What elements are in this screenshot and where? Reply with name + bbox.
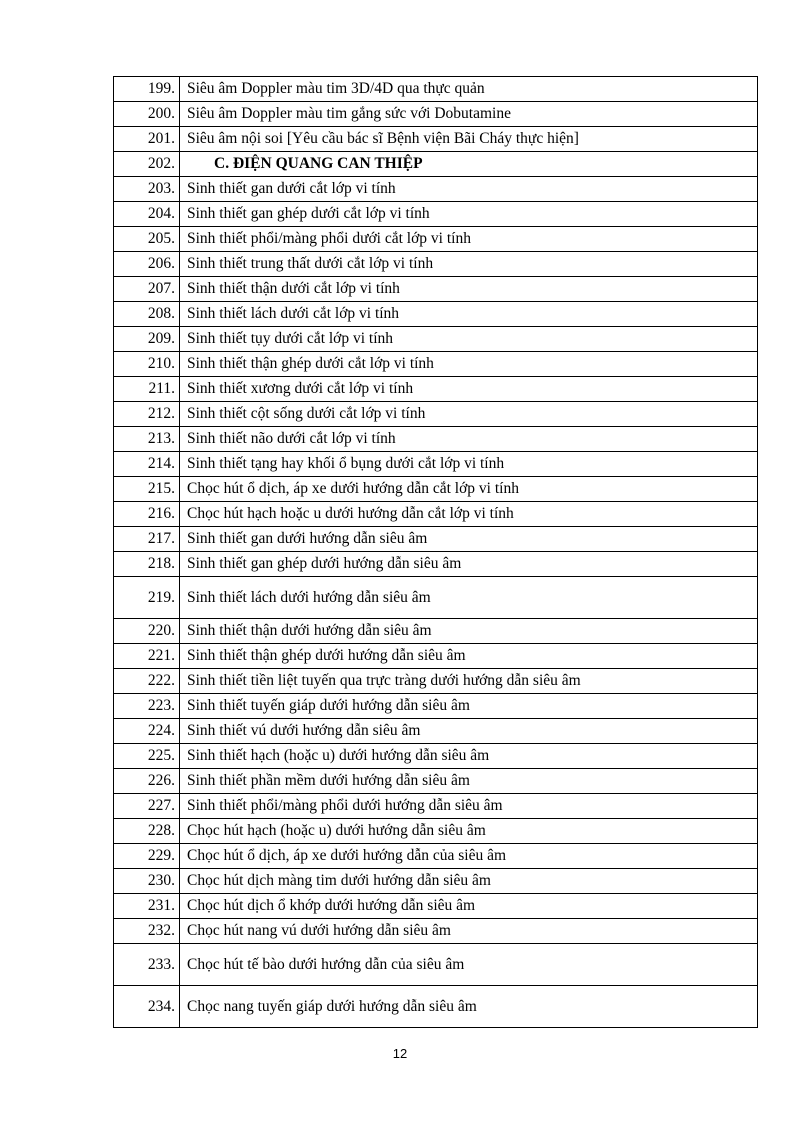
row-number-cell: 215. (114, 477, 180, 502)
row-number-cell: 204. (114, 202, 180, 227)
procedure-name-cell: Sinh thiết gan dưới cắt lớp vi tính (180, 177, 758, 202)
row-number-cell: 218. (114, 552, 180, 577)
row-number-cell: 222. (114, 669, 180, 694)
procedure-name-cell: Sinh thiết trung thất dưới cắt lớp vi tính (180, 252, 758, 277)
procedure-name-cell: Sinh thiết gan dưới hướng dẫn siêu âm (180, 527, 758, 552)
table-row (114, 694, 758, 719)
procedure-table-body (114, 77, 758, 1028)
row-number-cell: 227. (114, 794, 180, 819)
table-row (114, 719, 758, 744)
table-row (114, 527, 758, 552)
row-number-cell: 220. (114, 619, 180, 644)
table-row (114, 277, 758, 302)
table-row (114, 252, 758, 277)
row-number-cell: 212. (114, 402, 180, 427)
procedure-name-cell: Sinh thiết gan ghép dưới hướng dẫn siêu âm (180, 552, 758, 577)
table-row (114, 986, 758, 1028)
section-heading-cell: C. ĐIỆN QUANG CAN THIỆP (180, 152, 758, 177)
procedure-name-cell: Sinh thiết lách dưới cắt lớp vi tính (180, 302, 758, 327)
row-number-cell: 219. (114, 577, 180, 619)
procedure-name-cell: Sinh thiết tiền liệt tuyến qua trực tràng dưới hướng dẫn siêu âm (180, 669, 758, 694)
procedure-name-cell: Sinh thiết hạch (hoặc u) dưới hướng dẫn siêu âm (180, 744, 758, 769)
table-row (114, 744, 758, 769)
table-row (114, 377, 758, 402)
row-number-cell: 233. (114, 944, 180, 986)
procedure-name-cell: Sinh thiết thận ghép dưới cắt lớp vi tính (180, 352, 758, 377)
table-row (114, 619, 758, 644)
table-row (114, 327, 758, 352)
row-number-cell: 209. (114, 327, 180, 352)
procedure-name-cell: Chọc hút tế bào dưới hướng dẫn của siêu âm (180, 944, 758, 986)
row-number-cell: 203. (114, 177, 180, 202)
page-number: 12 (392, 1046, 408, 1061)
procedure-name-cell: Siêu âm Doppler màu tim gắng sức với Dobutamine (180, 102, 758, 127)
table-row (114, 944, 758, 986)
procedure-name-cell: Chọc hút hạch (hoặc u) dưới hướng dẫn siêu âm (180, 819, 758, 844)
table-row (114, 477, 758, 502)
table-row (114, 127, 758, 152)
procedure-name-cell: Siêu âm nội soi [Yêu cầu bác sĩ Bệnh viện Bãi Cháy thực hiện] (180, 127, 758, 152)
procedure-name-cell: Sinh thiết phần mềm dưới hướng dẫn siêu âm (180, 769, 758, 794)
table-row (114, 502, 758, 527)
procedure-name-cell: Sinh thiết gan ghép dưới cắt lớp vi tính (180, 202, 758, 227)
procedure-name-cell: Chọc hút ổ dịch, áp xe dưới hướng dẫn của siêu âm (180, 844, 758, 869)
table-row (114, 352, 758, 377)
procedure-name-cell: Sinh thiết tuyến giáp dưới hướng dẫn siêu âm (180, 694, 758, 719)
table-row (114, 102, 758, 127)
row-number-cell: 228. (114, 819, 180, 844)
row-number-cell: 205. (114, 227, 180, 252)
row-number-cell: 200. (114, 102, 180, 127)
table-row (114, 919, 758, 944)
procedure-name-cell: Sinh thiết vú dưới hướng dẫn siêu âm (180, 719, 758, 744)
row-number-cell: 199. (114, 77, 180, 102)
row-number-cell: 201. (114, 127, 180, 152)
procedure-name-cell: Sinh thiết phổi/màng phổi dưới cắt lớp vi tính (180, 227, 758, 252)
table-row (114, 77, 758, 102)
table-row (114, 202, 758, 227)
table-row (114, 227, 758, 252)
table-row (114, 452, 758, 477)
procedure-name-cell: Sinh thiết phổi/màng phổi dưới hướng dẫn siêu âm (180, 794, 758, 819)
row-number-cell: 216. (114, 502, 180, 527)
procedure-name-cell: Sinh thiết cột sống dưới cắt lớp vi tính (180, 402, 758, 427)
procedure-name-cell: Sinh thiết lách dưới hướng dẫn siêu âm (180, 577, 758, 619)
procedure-name-cell: Chọc hút dịch ổ khớp dưới hướng dẫn siêu âm (180, 894, 758, 919)
table-row (114, 769, 758, 794)
procedure-name-cell: Chọc hút nang vú dưới hướng dẫn siêu âm (180, 919, 758, 944)
row-number-cell: 206. (114, 252, 180, 277)
table-row (114, 427, 758, 452)
table-row (114, 869, 758, 894)
procedure-name-cell: Sinh thiết thận dưới hướng dẫn siêu âm (180, 619, 758, 644)
row-number-cell: 213. (114, 427, 180, 452)
table-row (114, 794, 758, 819)
table-row (114, 644, 758, 669)
procedure-name-cell: Chọc hút ổ dịch, áp xe dưới hướng dẫn cắt lớp vi tính (180, 477, 758, 502)
table-row (114, 669, 758, 694)
procedure-name-cell: Sinh thiết thận ghép dưới hướng dẫn siêu âm (180, 644, 758, 669)
row-number-cell: 211. (114, 377, 180, 402)
row-number-cell: 231. (114, 894, 180, 919)
row-number-cell: 221. (114, 644, 180, 669)
row-number-cell: 223. (114, 694, 180, 719)
procedure-name-cell: Chọc nang tuyến giáp dưới hướng dẫn siêu âm (180, 986, 758, 1028)
procedure-name-cell: Sinh thiết xương dưới cắt lớp vi tính (180, 377, 758, 402)
procedure-name-cell: Sinh thiết tụy dưới cắt lớp vi tính (180, 327, 758, 352)
procedure-name-cell: Sinh thiết thận dưới cắt lớp vi tính (180, 277, 758, 302)
row-number-cell: 234. (114, 986, 180, 1028)
row-number-cell: 207. (114, 277, 180, 302)
row-number-cell: 230. (114, 869, 180, 894)
table-row (114, 177, 758, 202)
table-row (114, 552, 758, 577)
procedure-name-cell: Chọc hút dịch màng tim dưới hướng dẫn siêu âm (180, 869, 758, 894)
row-number-cell: 232. (114, 919, 180, 944)
table-row (114, 577, 758, 619)
table-row (114, 844, 758, 869)
row-number-cell: 217. (114, 527, 180, 552)
row-number-cell: 202. (114, 152, 180, 177)
procedure-name-cell: Sinh thiết não dưới cắt lớp vi tính (180, 427, 758, 452)
table-row (114, 302, 758, 327)
row-number-cell: 229. (114, 844, 180, 869)
procedure-name-cell: Sinh thiết tạng hay khối ổ bụng dưới cắt lớp vi tính (180, 452, 758, 477)
table-row (114, 894, 758, 919)
row-number-cell: 214. (114, 452, 180, 477)
row-number-cell: 225. (114, 744, 180, 769)
procedure-name-cell: Siêu âm Doppler màu tim 3D/4D qua thực quản (180, 77, 758, 102)
row-number-cell: 210. (114, 352, 180, 377)
row-number-cell: 224. (114, 719, 180, 744)
table-row (114, 819, 758, 844)
table-row (114, 402, 758, 427)
row-number-cell: 226. (114, 769, 180, 794)
procedure-table (113, 76, 758, 1028)
section-heading-row (114, 152, 758, 177)
procedure-name-cell: Chọc hút hạch hoặc u dưới hướng dẫn cắt lớp vi tính (180, 502, 758, 527)
row-number-cell: 208. (114, 302, 180, 327)
